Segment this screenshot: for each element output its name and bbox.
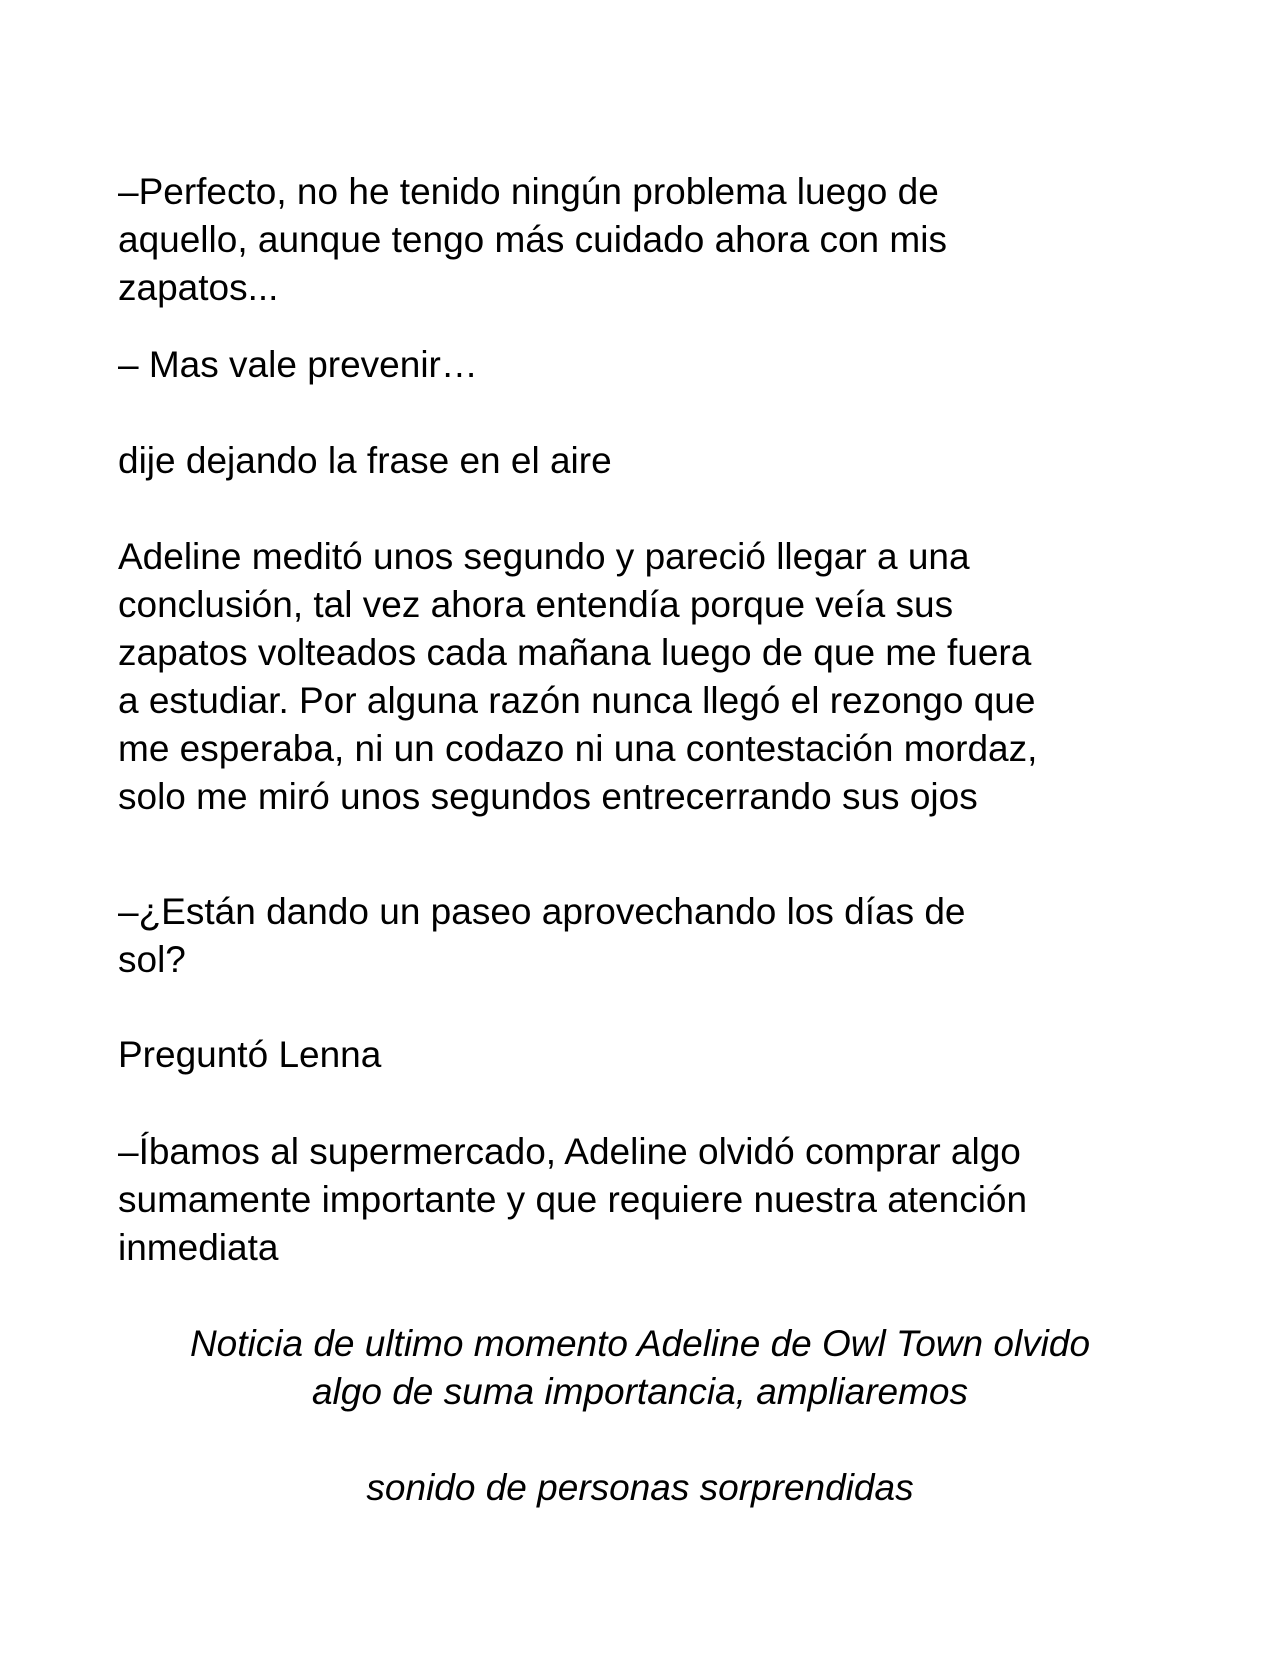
italic-line: sonido de personas sorprendidas	[366, 1467, 914, 1508]
text-line: zapatos volteados cada mañana luego de que me fuera	[118, 632, 1032, 673]
paragraph-perfecto	[118, 168, 1168, 312]
text-line: a estudiar. Por alguna razón nunca llegó el rezongo que	[118, 680, 1036, 721]
text-line: solo me miró unos segundos entrecerrando sus ojos	[118, 776, 978, 817]
text-line: sumamente importante y que requiere nuestra atención	[118, 1179, 1028, 1220]
text-line: sol?	[118, 939, 186, 980]
paragraph-estan-dando	[118, 888, 1168, 984]
paragraph-mas-vale	[118, 341, 1168, 389]
text-line: me esperaba, ni un codazo ni una contestación mordaz,	[118, 728, 1038, 769]
text-line: –Perfecto, no he tenido ningún problema luego de	[118, 171, 939, 212]
text-line: – Mas vale prevenir…	[118, 344, 478, 385]
text-line: conclusión, tal vez ahora entendía porque veía sus	[118, 584, 954, 625]
text-line: Adeline meditó unos segundo y pareció llegar a una	[118, 536, 970, 577]
text-line: dije dejando la frase en el aire	[118, 440, 612, 481]
text-line: –¿Están dando un paseo aprovechando los días de	[118, 891, 966, 932]
text-line: inmediata	[118, 1227, 279, 1268]
text-line: –Íbamos al supermercado, Adeline olvidó comprar algo	[118, 1131, 1021, 1172]
italic-note-sonido	[118, 1464, 1162, 1512]
text-line: Preguntó Lenna	[118, 1034, 382, 1075]
paragraph-adeline-medito	[118, 533, 1168, 821]
text-line: zapatos...	[118, 267, 279, 308]
italic-line: Noticia de ultimo momento Adeline de Owl Town olvido	[189, 1323, 1091, 1364]
paragraph-pregunto-lenna	[118, 1031, 1168, 1079]
text-line: aquello, aunque tengo más cuidado ahora con mis	[118, 219, 947, 260]
paragraph-dije	[118, 437, 1168, 485]
italic-line: algo de suma importancia, ampliaremos	[311, 1371, 969, 1412]
italic-note-noticia	[118, 1320, 1162, 1416]
paragraph-ibamos	[118, 1128, 1168, 1272]
